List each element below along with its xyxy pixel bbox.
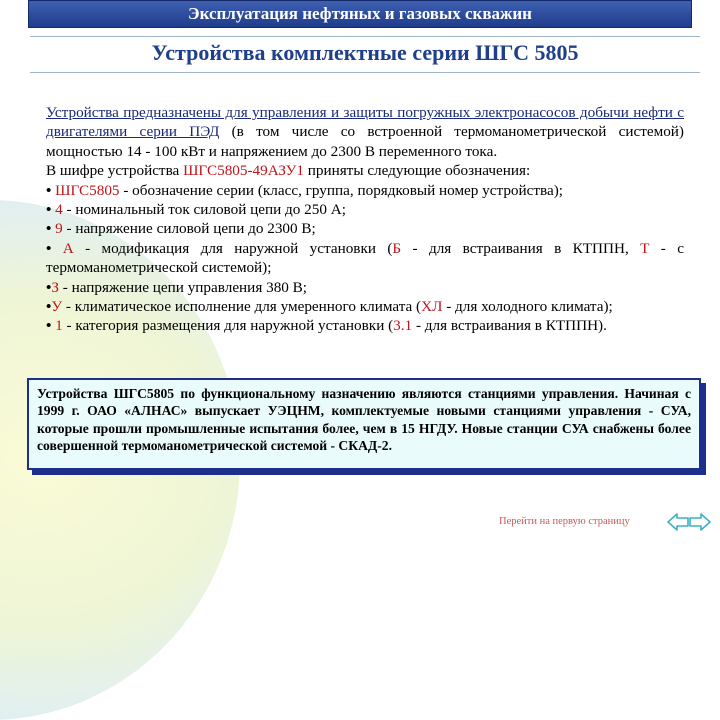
item-key: З [51,278,59,296]
cipher-code: ШГС5805-49АЗУ1 [183,162,304,180]
cipher-line [46,161,684,180]
list-item [46,239,684,278]
list-item [46,200,684,219]
bullet-icon: • [46,220,52,238]
note-box [27,378,701,470]
page-title: Устройства комплектные серии ШГС 5805 [151,40,579,65]
header-bar [28,0,692,28]
item-key: У [51,298,63,316]
list-item [46,278,684,297]
bullet-icon: • [46,317,52,335]
arrow-right-icon[interactable] [689,512,711,532]
first-page-link[interactable]: Перейти на первую страницу [499,516,630,527]
title-rule-bottom [30,72,700,73]
list-item [46,297,684,316]
bullet-icon: • [46,298,52,316]
item-key: 4 [55,201,63,219]
title-rule-top [30,36,700,37]
cipher-suffix: приняты следующие обозначения: [303,162,531,180]
item-text-3: - с термоманометрической системой); [46,239,684,277]
item-text: - климатическое исполнение для умеренного климата ( [62,298,422,316]
arrow-left-icon[interactable] [667,512,689,532]
item-text-2: - для холодного климата); [442,298,613,316]
item-text-2: - для встраивания в КТППН). [412,317,607,335]
bullet-icon: • [46,239,52,257]
item-key-2: ХЛ [421,298,443,316]
item-key: А [62,239,74,257]
item-text-2: - для встраивания в КТППН, [401,239,641,257]
bullet-icon: • [46,278,52,296]
intro-paragraph [46,103,684,161]
item-text: - обозначение серии (класс, группа, порядковый номер устройства); [119,181,564,199]
item-key-2: Б [392,239,402,257]
list-item [46,181,684,200]
header-title: Эксплуатация нефтяных и газовых скважин [188,4,532,23]
item-text: - номинальный ток силовой цепи до 250 А; [62,201,346,219]
intro-link[interactable]: Устройства предназначены для управления и защиты погружных электронасосов добычи нефти с двигателями серии ПЭД [46,104,684,141]
item-key: 1 [55,317,63,335]
bullet-icon: • [46,201,52,219]
item-key: ШГС5805 [55,181,120,199]
intro-rest: (в том числе со встроенной термоманометрической системой) мощностью 14 - 100 кВт и напряжением до 2300 В переменного тока. [46,123,684,160]
item-text: - категория размещения для наружной установки ( [62,317,394,335]
list-item [46,219,684,238]
cipher-prefix: В шифре устройства [46,162,184,180]
content-body [46,103,684,336]
bullet-icon: • [46,181,52,199]
item-key-3: Т [640,239,650,257]
note-text: Устройства ШГС5805 по функциональному назначению являются станциями управления. Начиная с 1999 г. ОАО «АЛНАС» выпускает УЭЦНМ, комплектуемые новыми станциями управления - СУА, которые прошли промышленные испытания более, чем в 15 НГДУ. Новые станции СУА снабжены более совершенной термоманометрической системой - СКАД-2. [37,386,691,454]
item-text: - напряжение цепи управления 380 В; [58,278,308,296]
item-key: 9 [55,220,63,238]
item-key-2: 3.1 [393,317,413,335]
item-text: - модификация для наружной установки ( [73,239,393,257]
item-text: - напряжение силовой цепи до 2300 В; [62,220,316,238]
list-item [46,316,684,335]
